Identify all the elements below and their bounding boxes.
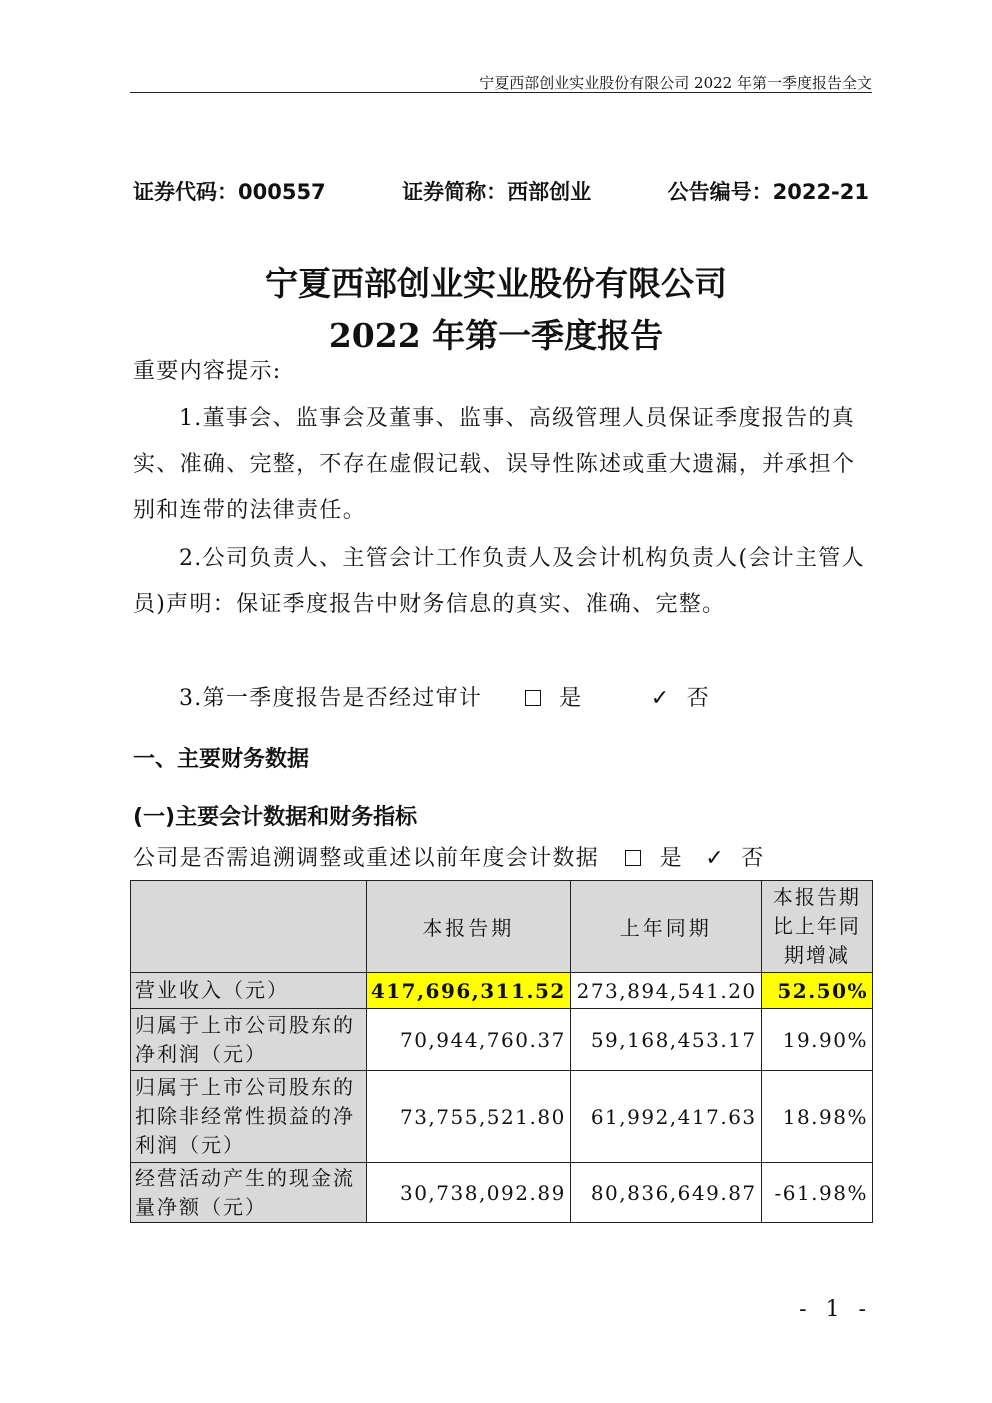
document-title: 宁夏西部创业实业股份有限公司 (265, 264, 727, 303)
table-row (131, 1163, 873, 1223)
restatement-question: 公司是否需追溯调整或重述以前年度会计数据 (133, 846, 600, 871)
notice-item-3 (133, 676, 873, 722)
prior-value: 59,168,453.17 (570, 1009, 761, 1071)
checkmark-icon: ✓ (705, 846, 725, 871)
document-subtitle: 2022 年第一季度报告 (328, 316, 664, 355)
audit-question: 3.第一季度报告是否经过审计 (179, 686, 483, 711)
change-value: 52.50% (761, 973, 872, 1009)
checkbox-icon (525, 690, 541, 706)
audit-yes-label: 是 (559, 686, 583, 711)
header-rule (130, 92, 872, 93)
prior-value: 80,836,649.87 (570, 1163, 761, 1223)
audit-no-label: 否 (686, 686, 711, 711)
change-value: 18.98% (761, 1071, 872, 1163)
table-row (131, 973, 873, 1009)
financial-data-table (130, 880, 873, 1223)
header-current-period: 本报告期 (366, 881, 570, 973)
current-value: 73,755,521.80 (366, 1071, 570, 1163)
notice-heading: 重要内容提示: (133, 359, 282, 384)
stock-abbreviation: 证券简称：西部创业 (402, 180, 592, 204)
subsection-title: (一)主要会计数据和财务指标 (133, 805, 418, 830)
page-number: - 1 - (799, 1297, 872, 1322)
page-header-text: 宁夏西部创业实业股份有限公司 2022 年第一季度报告全文 (479, 74, 872, 92)
restatement-line (133, 836, 873, 882)
header-change: 本报告期比上年同期增减 (761, 881, 872, 973)
row-label: 营业收入（元） (131, 973, 367, 1009)
table-row (131, 1071, 873, 1163)
table-header-row (131, 881, 873, 973)
current-value: 30,738,092.89 (366, 1163, 570, 1223)
restatement-no-label: 否 (741, 846, 765, 871)
prior-value: 273,894,541.20 (570, 973, 761, 1009)
checkbox-icon (625, 850, 641, 866)
row-label: 经营活动产生的现金流量净额（元） (131, 1163, 367, 1223)
header-prior-period: 上年同期 (570, 881, 761, 973)
stock-code: 证券代码：000557 (133, 180, 326, 204)
notice-item-1: 1.董事会、监事会及董事、监事、高级管理人员保证季度报告的真实、准确、完整，不存在虚假记载、误导性陈述或重大遗漏，并承担个别和连带的法律责任。 (133, 406, 856, 523)
header-blank-cell (131, 881, 367, 973)
change-value: -61.98% (761, 1163, 872, 1223)
checkmark-icon: ✓ (650, 686, 671, 711)
announcement-number: 公告编号：2022-21 (667, 180, 869, 204)
row-label: 归属于上市公司股东的净利润（元） (131, 1009, 367, 1071)
change-value: 19.90% (761, 1009, 872, 1071)
row-label: 归属于上市公司股东的扣除非经常性损益的净利润（元） (131, 1071, 367, 1163)
section-title: 一、主要财务数据 (133, 747, 310, 772)
prior-value: 61,992,417.63 (570, 1071, 761, 1163)
notice-item-2: 2.公司负责人、主管会计工作负责人及会计机构负责人(会计主管人员)声明：保证季度报告中财务信息的真实、准确、完整。 (133, 546, 865, 617)
restatement-yes-label: 是 (659, 846, 683, 871)
current-value: 70,944,760.37 (366, 1009, 570, 1071)
table-row (131, 1009, 873, 1071)
current-value: 417,696,311.52 (366, 973, 570, 1009)
security-codes-line (133, 176, 869, 206)
